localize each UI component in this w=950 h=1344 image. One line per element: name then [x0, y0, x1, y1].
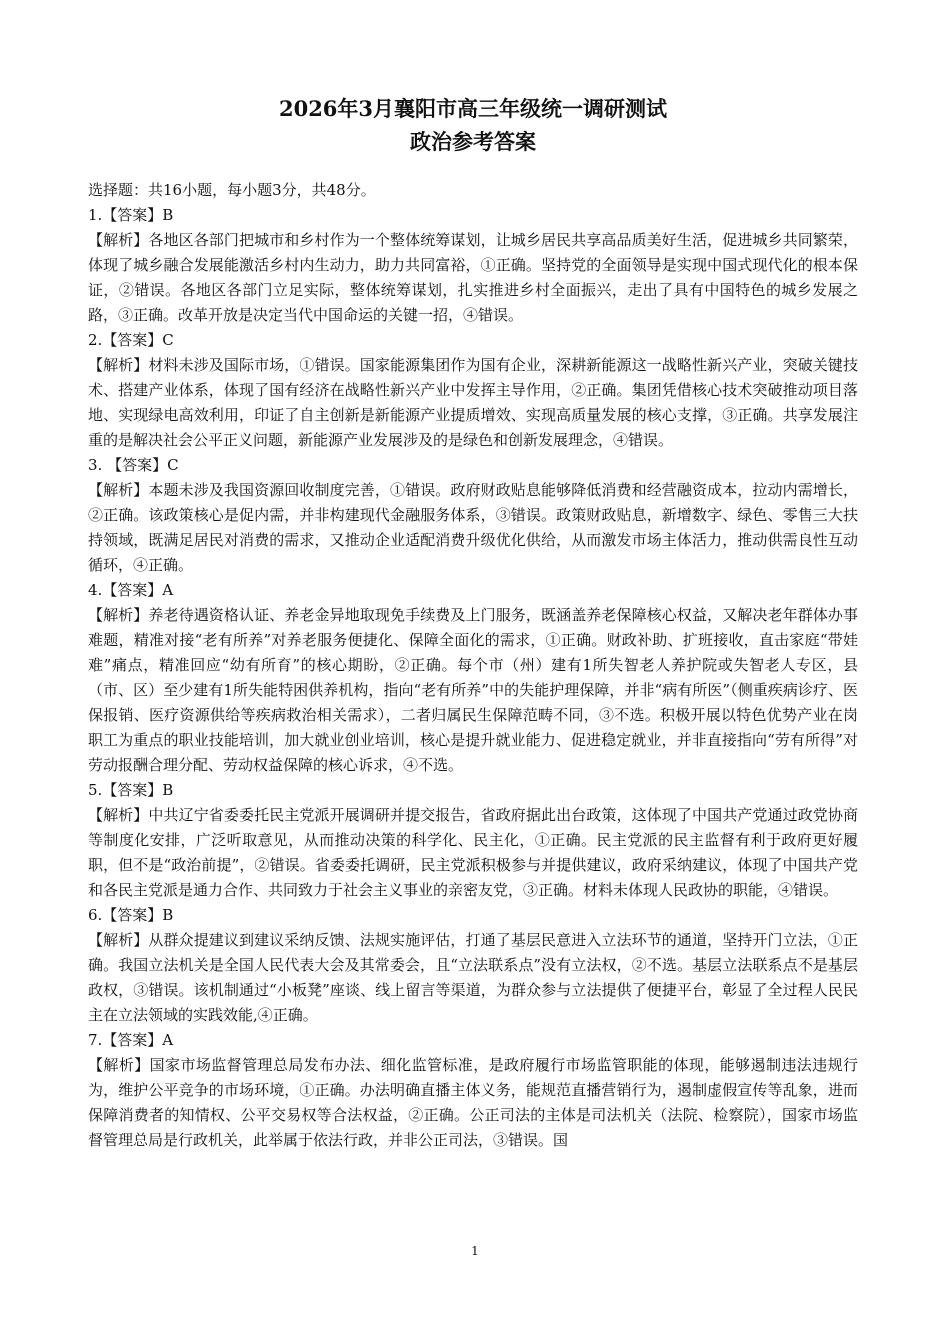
question-1 — [88, 203, 858, 328]
answer-line: 5.【答案】B — [88, 781, 174, 799]
analysis-paragraph: 【解析】国家市场监督管理总局发布办法、细化监管标准，是政府履行市场监管职能的体现，能够遏制违法违规行为，维护公平竞争的市场环境，①正确。办法明确直播主体义务，能规范直播营销行为，遏制虚假宣传等乱象，进而保障消费者的知情权、公平交易权等合法权益，②正确。公正司法的主体是司法机关（法院、检察院），国家市场监督管理总局是行政机关，此举属于依法行政，并非公正司法，③错误。国 — [88, 1056, 858, 1149]
answer-line: 3. 【答案】C — [88, 456, 179, 474]
question-7 — [88, 1028, 858, 1153]
page-title: 2026年3月襄阳市高三年级统一调研测试 — [278, 96, 668, 121]
analysis-paragraph: 【解析】材料未涉及国际市场，①错误。国家能源集团作为国有企业，深耕新能源这一战略性新兴产业，突破关键技术、搭建产业体系，体现了国有经济在战略性新兴产业中发挥主导作用，②正确。集团凭借核心技术突破推动项目落地、实现绿电高效利用，印证了自主创新是新能源产业提质增效、实现高质量发展的核心支撑，③正确。共享发展注重的是解决社会公平正义问题，新能源产业发展涉及的是绿色和创新发展理念，④错误。 — [88, 356, 858, 449]
question-5 — [88, 778, 858, 903]
section-intro: 选择题：共16小题，每小题3分，共48分。 — [88, 181, 376, 199]
analysis-paragraph: 【解析】中共辽宁省委委托民主党派开展调研并提交报告，省政府据此出台政策，这体现了中国共产党通过政党协商等制度化安排，广泛听取意见，从而推动决策的科学化、民主化，①正确。民主党派的民主监督有利于政府更好履职，但不是“政治前提”，②错误。省委委托调研，民主党派积极参与并提供建议，政府采纳建议，体现了中国共产党和各民主党派是通力合作、共同致力于社会主义事业的亲密友党，③正确。材料未体现人民政协的职能，④错误。 — [88, 806, 858, 899]
question-2 — [88, 328, 858, 453]
analysis-paragraph: 【解析】从群众提建议到建议采纳反馈、法规实施评估，打通了基层民意进入立法环节的通道，坚持开门立法，①正确。我国立法机关是全国人民代表大会及其常委会，且“立法联系点”没有立法权，②不选。基层立法联系点不是基层政权，③错误。该机制通过“小板凳”座谈、线上留言等渠道，为群众参与立法提供了便捷平台，彰显了全过程人民民主在立法领域的实践效能,④正确。 — [88, 931, 858, 1024]
answer-line: 6.【答案】B — [88, 906, 174, 924]
answer-line: 1.【答案】B — [88, 206, 174, 224]
analysis-paragraph: 【解析】本题未涉及我国资源回收制度完善，①错误。政府财政贴息能够降低消费和经营融资成本，拉动内需增长，②正确。该政策核心是促内需，并非构建现代金融服务体系，③错误。政策财政贴息，新增数字、绿色、零售三大扶持领域，既满足居民对消费的需求，又推动企业适配消费升级优化供给，从而激发市场主体活力，推动供需良性互动循环，④正确。 — [88, 481, 858, 574]
question-3 — [88, 453, 858, 578]
question-6 — [88, 903, 858, 1028]
answer-line: 4.【答案】A — [88, 581, 174, 599]
answer-line: 2.【答案】C — [88, 331, 174, 349]
page-number: 1 — [471, 1244, 479, 1258]
analysis-paragraph: 【解析】各地区各部门把城市和乡村作为一个整体统筹谋划，让城乡居民共享高品质美好生活，促进城乡共同繁荣，体现了城乡融合发展能激活乡村内生动力，助力共同富裕，①正确。坚持党的全面领导是实现中国式现代化的根本保证，②错误。各地区各部门立足实际，整体统筹谋划，扎实推进乡村全面振兴，走出了具有中国特色的城乡发展之路，③正确。改革开放是决定当代中国命运的关键一招，④错误。 — [88, 231, 858, 324]
analysis-paragraph: 【解析】养老待遇资格认证、养老金异地取现免手续费及上门服务，既涵盖养老保障核心权益，又解决老年群体办事难题，精准对接“老有所养”对养老服务便捷化、保障全面化的需求，①正确。财政补助、扩班接收，直击家庭“带娃难”痛点，精准回应“幼有所育”的核心期盼，②正确。每个市（州）建有1所失智老人养护院或失智老人专区，县（市、区）至少建有1所失能特困供养机构，指向“老有所养”中的失能护理保障，并非“病有所医”（侧重疾病诊疗、医保报销、医疗资源供给等疾病救治相关需求），二者归属民生保障范畴不同，③不选。积极开展以特色优势产业在岗职工为重点的职业技能培训，加大就业创业培训，核心是提升就业能力、促进稳定就业，并非直接指向“劳有所得”对劳动报酬合理分配、劳动权益保障的核心诉求，④不选。 — [88, 606, 858, 774]
answer-line: 7.【答案】A — [88, 1031, 174, 1049]
question-4 — [88, 578, 858, 778]
page-subtitle: 政治参考答案 — [410, 129, 536, 154]
